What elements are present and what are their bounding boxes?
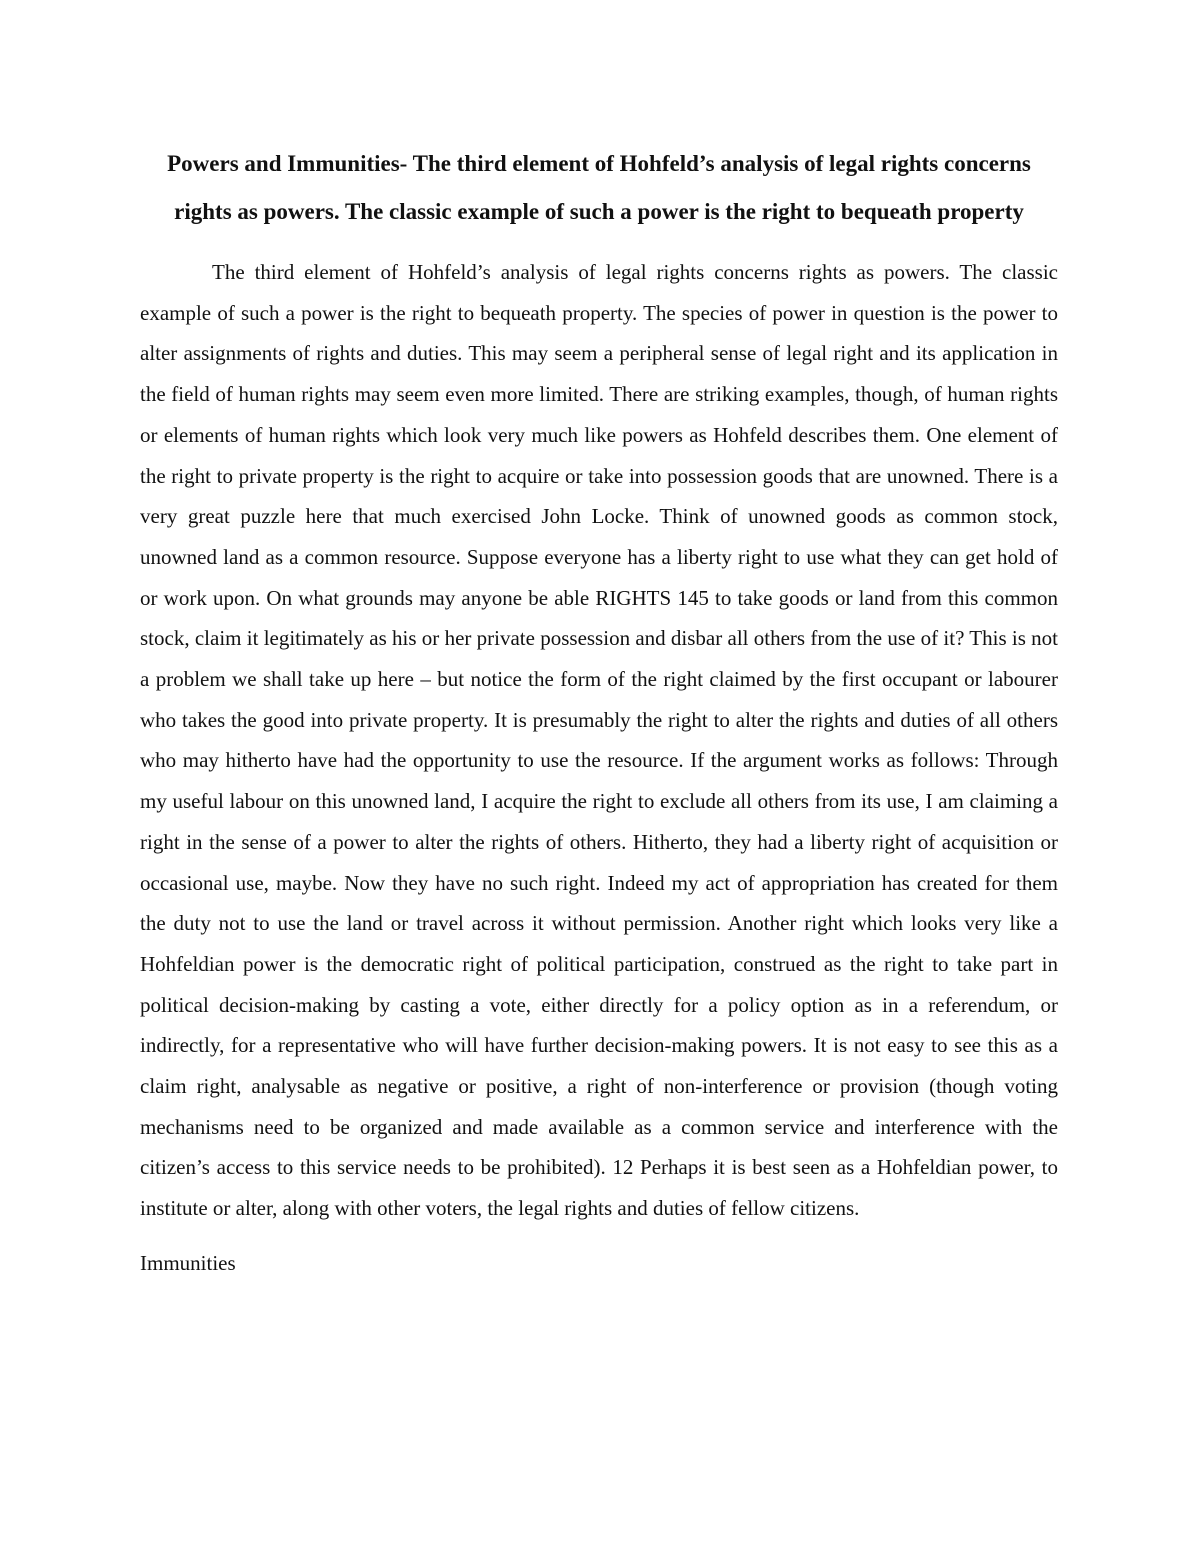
section-heading-immunities: Immunities — [140, 1250, 236, 1275]
document-content — [140, 140, 1058, 1283]
document-title: Powers and Immunities- The third element of Hohfeld’s analysis of legal rights concerns rights as powers. The classic example of such a power is the right to bequeath property — [167, 151, 1031, 224]
body-paragraph: The third element of Hohfeld’s analysis of legal rights concerns rights as powers. The classic example of such a power is the right to bequeath property. The species of power in question is the power to alter assignments of rights and duties. This may seem a peripheral sense of legal right and its application in the field of human rights may seem even more limited. There are striking examples, though, of human rights or elements of human rights which look very much like powers as Hohfeld describes them. One element of the right to private property is the right to acquire or take into possession goods that are unowned. There is a very great puzzle here that much exercised John Locke. Think of unowned goods as common stock, unowned land as a common resource. Suppose everyone has a liberty right to use what they can get hold of or work upon. On what grounds may anyone be able RIGHTS 145 to take goods or land from this common stock, claim it legitimately as his or her private possession and disbar all others from the use of it? This is not a problem we shall take up here – but notice the form of the right claimed by the first occupant or labourer who takes the good into private property. It is presumably the right to alter the rights and duties of all others who may hitherto have had the opportunity to use the resource. If the argument works as follows: Through my useful labour on this unowned land, I acquire the right to exclude all others from its use, I am claiming a right in the sense of a power to alter the rights of others. Hitherto, they had a liberty right of acquisition or occasional use, maybe. Now they have no such right. Indeed my act of appropriation has created for them the duty not to use the land or travel across it without permission. Another right which looks very like a Hohfeldian power is the democratic right of political participation, construed as the right to take part in political decision-making by casting a vote, either directly for a policy option as in a referendum, or indirectly, for a representative who will have further decision-making powers. It is not easy to see this as a claim right, analysable as negative or positive, a right of non-interference or provision (though voting mechanisms need to be organized and made available as a common service and interference with the citizen’s access to this service needs to be prohibited). 12 Perhaps it is best seen as a Hohfeldian power, to institute or alter, along with other voters, the legal rights and duties of fellow citizens. — [140, 260, 1058, 1221]
